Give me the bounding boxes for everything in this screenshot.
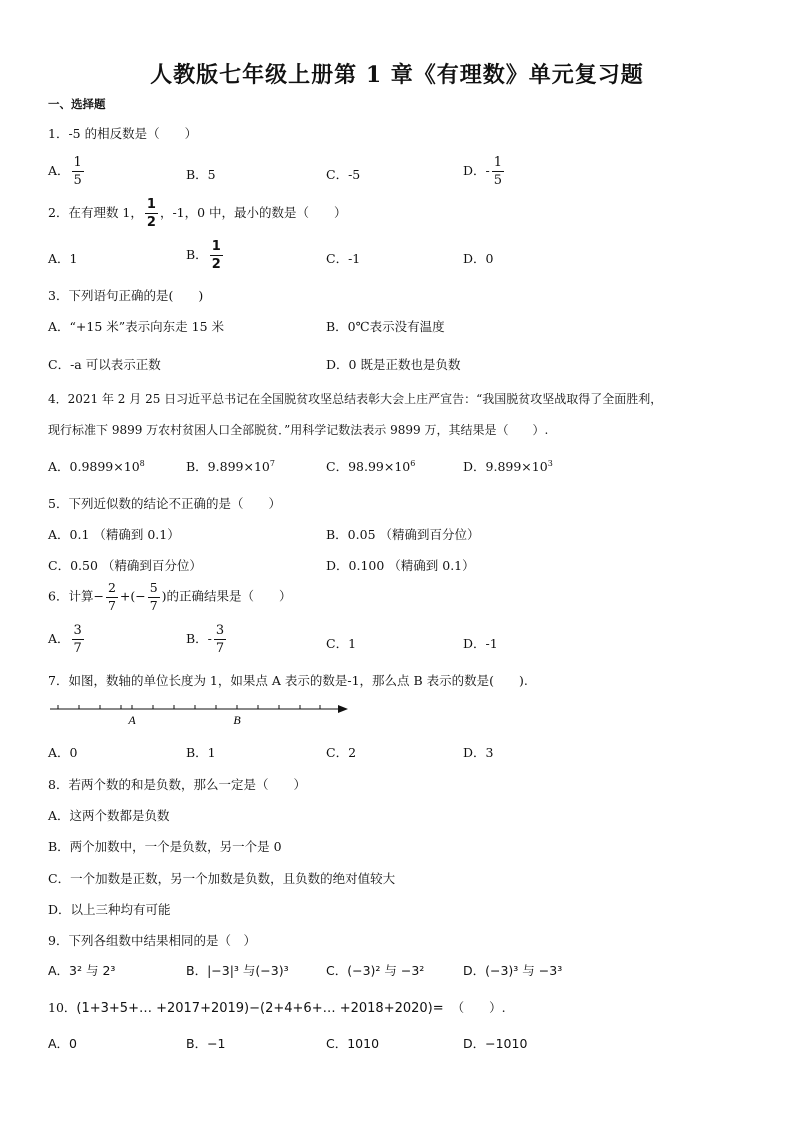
number-line-ticks <box>58 705 320 709</box>
question-4-option-d: D．$9.899\times 10^3$ <box>463 458 553 474</box>
question-4-stem-line-2: 现行标准下 9899 万农村贫困人口全部脱贫．”用科学记数法表示 9899 万，其结果是（ ）. <box>48 423 549 437</box>
question-5-option-c: C．0.50 （精确到百分位） <box>48 558 202 573</box>
question-4-stem-line-1: 4．2021 年 2 月 25 日习近平总书记在全国脱贫攻坚总结表彰大会上庄严宣告：“我国脱贫攻坚战取得了全面胜利， <box>48 392 663 406</box>
question-2-stem: 2．在有理数 1， $\frac{1}{2}$ ，-1，0 中，最小的数是（ ） <box>48 197 347 230</box>
point-b-label: B <box>233 713 241 727</box>
question-3-option-b: B．0℃表示没有温度 <box>326 319 445 334</box>
fraction: $\frac{1}{2}$ <box>146 197 156 230</box>
question-7-option-c: C．2 <box>326 745 357 760</box>
fraction: $\frac{1}{5}$ <box>73 155 82 188</box>
number-line-figure <box>48 700 350 730</box>
question-5-option-b: B．0.05 （精确到百分位） <box>326 527 480 542</box>
question-1-stem: 1．-5 的相反数是（ ） <box>48 126 198 141</box>
question-2-option-b: B． $\frac{1}{2}$ <box>186 239 221 272</box>
question-6-option-d: D．-1 <box>463 636 498 651</box>
question-5-option-a: A．0.1 （精确到 0.1） <box>48 527 180 542</box>
question-8-option-d: D．以上三种均有可能 <box>48 902 171 917</box>
question-10-option-d: D．−1010 <box>463 1036 528 1051</box>
question-8-option-b: B．两个加数中，一个是负数，另一个是 0 <box>48 839 282 854</box>
question-7-option-b: B．1 <box>186 745 216 760</box>
question-6-stem: 6．计算− $\frac{2}{7}$ +(− $\frac{5}{7}$ )的正确结果是（ ） <box>48 580 292 613</box>
point-a-label: A <box>128 713 136 727</box>
question-5-stem: 5．下列近似数的结论不正确的是（ ） <box>48 496 281 511</box>
question-4-option-b: B．$9.899\times 10^7$ <box>186 458 275 474</box>
question-2-option-d: D．0 <box>463 251 494 266</box>
fraction: $\frac{3}{7}$ <box>215 623 225 656</box>
question-7-stem: 7．如图，数轴的单位长度为 1，如果点 A 表示的数是-1，那么点 B 表示的数是( ). <box>48 673 528 688</box>
question-1-option-d: D．- $\frac{1}{5}$ <box>463 155 503 188</box>
question-10-option-a: A．0 <box>48 1036 78 1051</box>
question-2-option-c: C．-1 <box>326 251 361 266</box>
question-6-option-b: B．- $\frac{3}{7}$ <box>186 623 225 656</box>
question-6-option-c: C．1 <box>326 636 357 651</box>
question-4-option-a: A．$0.9899\times 10^8$ <box>48 458 145 474</box>
number-line-arrow <box>338 705 348 713</box>
question-7-option-d: D．3 <box>463 745 494 760</box>
question-5-option-d: D．0.100 （精确到 0.1） <box>326 558 475 573</box>
fraction: $\frac{3}{7}$ <box>73 623 82 656</box>
question-1-option-a: A． $\frac{1}{5}$ <box>48 155 82 188</box>
section-heading: 一、选择题 <box>48 97 106 111</box>
question-3-option-d: D．0 既是正数也是负数 <box>326 357 461 372</box>
question-10-option-c: C．1010 <box>326 1036 380 1051</box>
question-4-option-c: C．$98.99\times 10^6$ <box>326 458 416 474</box>
question-2-option-a: A．1 <box>48 251 78 266</box>
question-9-option-a: A．3² 与 2³ <box>48 963 116 978</box>
question-1-option-b: B．5 <box>186 167 216 182</box>
question-3-option-c: C．-a 可以表示正数 <box>48 357 161 372</box>
question-10-option-b: B．−1 <box>186 1036 226 1051</box>
fraction: $\frac{1}{5}$ <box>493 155 503 188</box>
question-9-option-b: B．|−3|³ 与(−3)³ <box>186 963 289 978</box>
question-9-stem: 9．下列各组数中结果相同的是（ ） <box>48 933 256 948</box>
fraction: $\frac{2}{7}$ <box>107 580 116 613</box>
question-8-stem: 8．若两个数的和是负数，那么一定是（ ） <box>48 777 306 792</box>
question-6-option-a: A． $\frac{3}{7}$ <box>48 623 82 656</box>
question-10-stem: 10．(1+3+5+… +2017+2019)−(2+4+6+… +2018+2020)= （ ）. <box>48 1000 506 1016</box>
fraction: $\frac{1}{2}$ <box>211 239 221 272</box>
question-1-option-c: C．-5 <box>326 167 361 182</box>
question-9-option-d: D．(−3)³ 与 −3³ <box>463 963 563 978</box>
question-8-option-a: A．这两个数都是负数 <box>48 808 170 823</box>
question-8-option-c: C．一个加数是正数，另一个加数是负数，且负数的绝对值较大 <box>48 871 396 886</box>
question-3-option-a: A．“+15 米”表示向东走 15 米 <box>48 319 225 334</box>
page-title: 人教版七年级上册第 1 章《有理数》单元复习题 <box>150 62 644 88</box>
fraction: $\frac{5}{7}$ <box>149 580 158 613</box>
question-9-option-c: C．(−3)² 与 −3² <box>326 963 425 978</box>
question-3-stem: 3．下列语句正确的是( ) <box>48 288 204 303</box>
question-7-option-a: A．0 <box>48 745 78 760</box>
